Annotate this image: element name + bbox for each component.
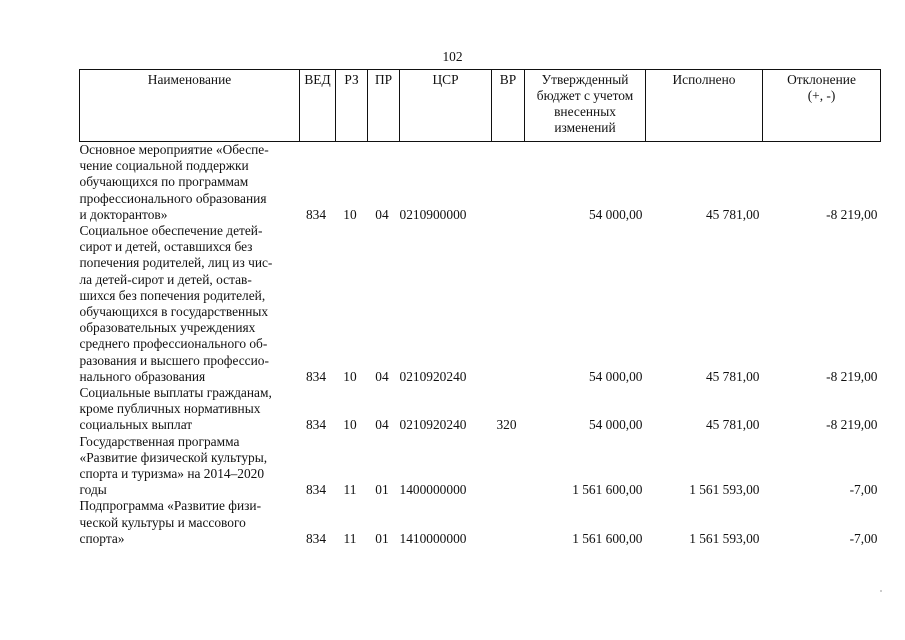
table-row [80, 498, 881, 547]
cell-csr: 0210920240 [399, 368, 467, 384]
row-name [80, 498, 300, 547]
cell-ved: 834 [305, 417, 327, 433]
cell-deviation: -8 219,00 [826, 368, 878, 384]
row-name [80, 142, 300, 224]
cell-vr [492, 223, 525, 385]
row-name-line: шихся без попечения родителей, [79, 287, 266, 303]
row-name [80, 434, 300, 499]
cell-deviation: -7,00 [849, 482, 878, 498]
cell-executed: 1 561 593,00 [689, 530, 760, 546]
cell-vr: 320 [496, 417, 517, 433]
row-name-line: ческой культуры и массового [79, 514, 246, 530]
table-body [80, 142, 881, 548]
column-header-pr: ПР [368, 70, 400, 142]
scan-mark [880, 590, 882, 592]
header-line: Отклонение [787, 72, 856, 87]
row-name-line: обучающихся в государственных [79, 304, 269, 320]
cell-csr: 1400000000 [399, 482, 467, 498]
column-header-vr: ВР [492, 70, 525, 142]
row-name-line: Подпрограмма «Развитие физи- [79, 498, 262, 514]
cell-pr: 01 [375, 482, 389, 498]
cell-ved: 834 [305, 368, 327, 384]
cell-pr: 04 [375, 368, 389, 384]
row-name-line: кроме публичных нормативных [79, 401, 261, 417]
cell-rz: 10 [343, 206, 357, 222]
row-name-line: среднего профессионального об- [79, 336, 268, 352]
cell-pr: 04 [375, 417, 389, 433]
table-row [80, 223, 881, 385]
cell-csr: 1410000000 [399, 530, 467, 546]
cell-executed: 1 561 593,00 [689, 482, 760, 498]
cell-deviation: -8 219,00 [826, 417, 878, 433]
row-name-line: попечения родителей, лиц из чис- [79, 255, 273, 271]
row-name-line: спорта» [79, 530, 125, 546]
header-line: внесенных [554, 104, 616, 119]
cell-approved: 1 561 600,00 [572, 530, 643, 546]
cell-vr [492, 434, 525, 499]
column-header-name: Наименование [80, 70, 300, 142]
cell-approved: 54 000,00 [588, 206, 643, 222]
cell-vr [492, 142, 525, 224]
cell-executed: 45 781,00 [705, 368, 760, 384]
row-name-line: Социальное обеспечение детей- [79, 223, 263, 239]
cell-ved: 834 [305, 530, 327, 546]
cell-approved: 54 000,00 [588, 368, 643, 384]
table-row [80, 434, 881, 499]
cell-ved: 834 [305, 206, 327, 222]
row-name-line: годы [79, 482, 107, 498]
column-header-approved [525, 70, 646, 142]
table-row [80, 385, 881, 434]
header-line: Утвержденный [541, 72, 629, 87]
header-line: бюджет с учетом [536, 88, 634, 103]
cell-rz: 10 [343, 417, 357, 433]
row-name-line: разования и высшего профессио- [79, 352, 269, 368]
cell-pr: 01 [375, 530, 389, 546]
row-name-line: образовательных учреждениях [79, 320, 256, 336]
column-header-ved: ВЕД [300, 70, 336, 142]
table-header [80, 70, 881, 142]
cell-approved: 54 000,00 [588, 417, 643, 433]
row-name-line: нального образования [79, 368, 206, 384]
header-line: (+, -) [807, 88, 836, 103]
cell-rz: 11 [343, 530, 357, 546]
row-name [80, 385, 300, 434]
cell-rz: 10 [343, 368, 357, 384]
cell-ved: 834 [305, 482, 327, 498]
row-name-line: Государственная программа [79, 433, 240, 449]
cell-pr: 04 [375, 206, 389, 222]
row-name-line: Социальные выплаты гражданам, [79, 385, 272, 401]
page-number: 102 [442, 49, 463, 64]
cell-rz: 11 [343, 482, 357, 498]
cell-csr: 0210900000 [399, 206, 467, 222]
row-name-line: сирот и детей, оставшихся без [79, 239, 253, 255]
cell-approved: 1 561 600,00 [572, 482, 643, 498]
row-name-line: ла детей-сирот и детей, остав- [79, 271, 252, 287]
column-header-deviation [763, 70, 881, 142]
row-name-line: «Развитие физической культуры, [79, 449, 268, 465]
row-name [80, 223, 300, 385]
row-name-line: чение социальной поддержки [79, 158, 249, 174]
cell-vr [492, 498, 525, 547]
row-name-line: Основное мероприятие «Обеспе- [79, 142, 269, 157]
header-line: изменений [554, 120, 616, 135]
column-header-rz: РЗ [336, 70, 368, 142]
cell-deviation: -8 219,00 [826, 206, 878, 222]
row-name-line: профессионального образования [79, 190, 267, 206]
column-header-csr: ЦСР [400, 70, 492, 142]
cell-executed: 45 781,00 [705, 417, 760, 433]
row-name-line: обучающихся по программам [79, 174, 249, 190]
cell-csr: 0210920240 [399, 417, 467, 433]
column-header-executed: Исполнено [646, 70, 763, 142]
row-name-line: социальных выплат [79, 417, 193, 433]
row-name-line: спорта и туризма» на 2014–2020 [79, 466, 265, 482]
row-name-line: и докторантов» [79, 206, 168, 222]
cell-deviation: -7,00 [849, 530, 878, 546]
budget-table [79, 69, 881, 547]
cell-executed: 45 781,00 [705, 206, 760, 222]
table-row [80, 142, 881, 224]
